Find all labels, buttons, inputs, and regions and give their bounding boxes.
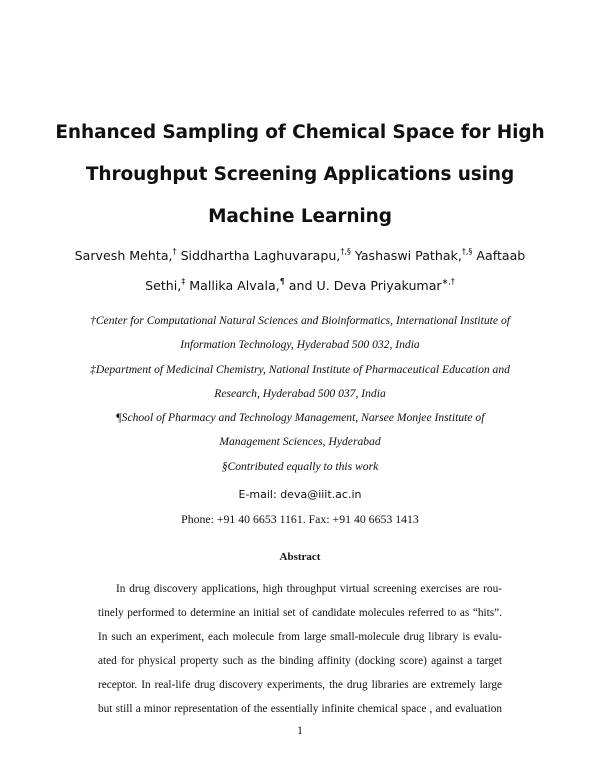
abstract-line: tinely performed to determine an initial set of candidate molecules referred to as “hits”. xyxy=(98,607,502,620)
author-name: Sarvesh Mehta, xyxy=(74,248,173,263)
title-line: Machine Learning xyxy=(208,206,392,227)
author-line xyxy=(40,271,560,301)
affiliation-mark: †,§ xyxy=(461,247,473,256)
abstract-line: In drug discovery applications, high throughput virtual screening exercises are rou- xyxy=(116,583,502,595)
affiliation-mark: ∗,† xyxy=(441,277,455,286)
abstract-line: ated for physical property such as the binding affinity (docking score) against a target xyxy=(98,655,502,668)
author-name: Mallika Alvala, xyxy=(185,278,280,293)
paper-title xyxy=(40,112,560,238)
author-name: Aaftaab xyxy=(472,248,526,263)
author-line xyxy=(40,241,560,271)
affiliation-line: ¶School of Pharmacy and Technology Management, Narsee Monjee Institute of xyxy=(115,411,485,425)
affiliation-line: Information Technology, Hyderabad 500 032, India xyxy=(180,338,420,352)
affiliations xyxy=(50,309,550,479)
author-list xyxy=(40,241,560,301)
abstract-line: receptor. In real-life drug discovery experiments, the drug libraries are extremely large xyxy=(98,679,502,692)
abstract-body xyxy=(98,577,502,722)
affiliation-mark: ¶ xyxy=(279,277,285,286)
abstract-line: In such an experiment, each molecule from large small-molecule drug library is evalu- xyxy=(98,631,502,644)
abstract-line: but still a minor representation of the essentially infinite chemical space , and evaluation xyxy=(98,703,502,716)
contact-phone: Phone: +91 40 6653 1161. Fax: +91 40 6653 1413 xyxy=(181,512,419,526)
affiliation-line: †Center for Computational Natural Sciences and Bioinformatics, International Institute of xyxy=(90,314,510,327)
contact-email: E-mail: deva@iiit.ac.in xyxy=(238,488,362,501)
abstract-heading: Abstract xyxy=(279,551,321,563)
author-name: Sethi, xyxy=(145,278,182,293)
author-name: Yashaswi Pathak, xyxy=(350,248,462,263)
author-name: Siddhartha Laghuvarapu, xyxy=(176,248,341,263)
affiliation-mark: ‡ xyxy=(181,277,186,286)
affiliation-mark: † xyxy=(172,247,177,256)
affiliation-line: Research, Hyderabad 500 037, India xyxy=(214,386,386,400)
title-line: Throughput Screening Applications using xyxy=(85,164,515,185)
affiliation-line: ‡Department of Medicinal Chemistry, National Institute of Pharmaceutical Education and xyxy=(90,362,510,376)
author-name: and U. Deva Priyakumar xyxy=(284,278,442,293)
title-line: Enhanced Sampling of Chemical Space for High xyxy=(55,122,545,143)
affiliation-mark: †,§ xyxy=(340,247,351,256)
page-number: 1 xyxy=(297,725,303,737)
affiliation-line: Management Sciences, Hyderabad xyxy=(219,435,381,449)
affiliation-line: §Contributed equally to this work xyxy=(221,459,379,473)
